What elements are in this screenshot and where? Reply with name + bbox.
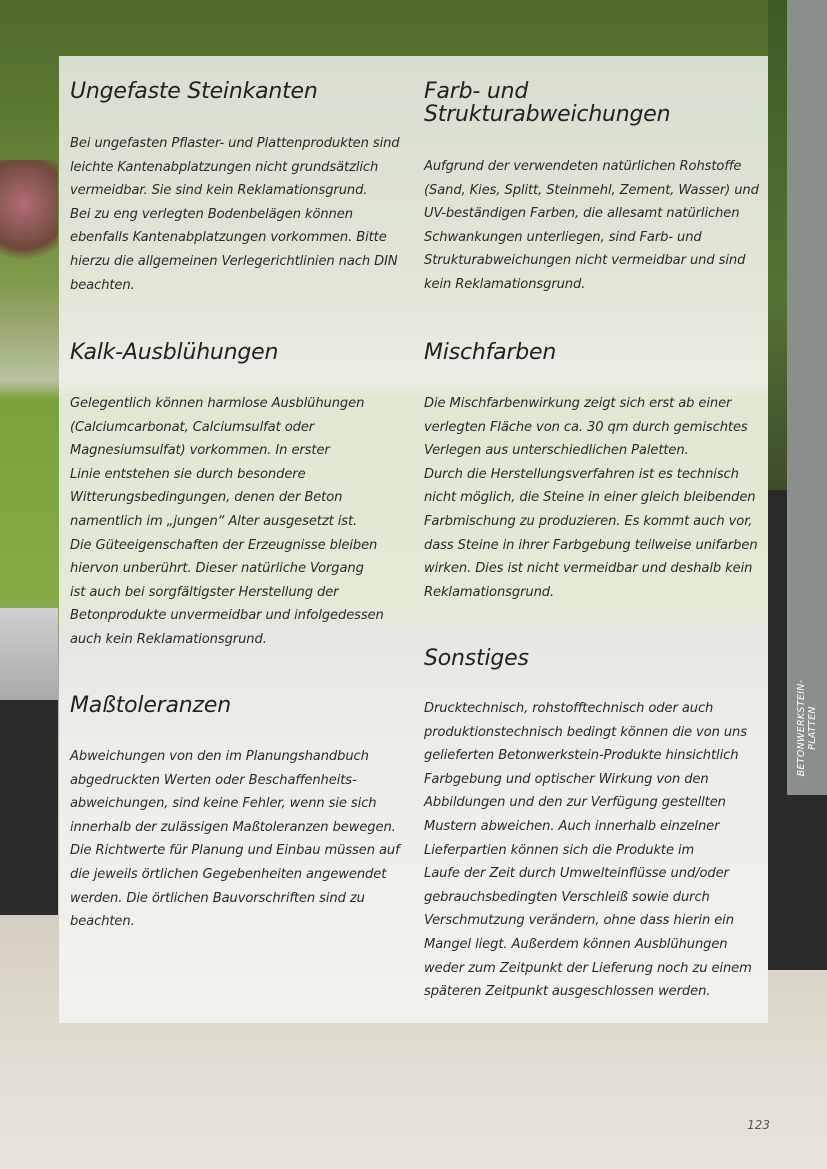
section-body: Bei ungefasten Pflaster- und Plattenprodukten sind leichte Kantenabplatzungen nicht grundsätzlich vermeidbar. Sie sind kein Reklamationsgrund. Bei zu eng verlegten Bodenbelägen können ebenfalls Kantenabplatzungen vorkommen. Bitte hierzu die allgemeinen Verlegerichtlinien nach DIN beachten.: [70, 136, 400, 293]
section-body: Drucktechnisch, rohstofftechnisch oder auch produktionstechnisch bedingt können die von uns gelieferten Betonwerkstein-Produkte hinsichtlich Farbgebung und optischer Wirkung von den Abbildungen und den zur Verfügung gestellten Mustern abweichen. Auch innerhalb einzelner Lieferpartien können sich die Produkte im Laufe der Zeit durch Umwelteinflüsse und/oder gebrauchsbedingten Verschleiß sowie durch Verschmutzung verändern, ohne dass hierin ein Mangel liegt. Außerdem können Ausblühungen weder zum Zeitpunkt der Lieferung noch zu einem späteren Zeitpunkt ausgeschlossen werden.: [424, 701, 752, 1000]
section-misch: [424, 341, 769, 604]
section-body: Gelegentlich können harmlose Ausblühungen (Calciumcarbonat, Calciumsulfat oder Magnesiumsulfat) vorkommen. In erster Linie entstehen sie durch besondere Witterungsbedingungen, denen der Beton namentlich im „jungen“ Alter ausgesetzt ist. Die Güteeigenschaften der Erzeugnisse bleiben hiervon unberührt. Dieser natürliche Vorgang ist auch bei sorgfältigster Herstellung der Betonprodukte unvermeidbar und infolgedessen auch kein Reklamationsgrund.: [70, 396, 384, 647]
section-body: Aufgrund der verwendeten natürlichen Rohstoffe (Sand, Kies, Splitt, Steinmehl, Zement, Wasser) und UV-beständigen Farben, die allesamt natürlichen Schwankungen unterliegen, sind Farb- und Strukturabweichungen nicht vermeidbar und sind kein Reklamationsgrund.: [424, 159, 759, 292]
side-tab-label: [787, 660, 827, 795]
side-tab-line2: PLATTEN: [807, 705, 818, 750]
section-body: Die Mischfarbenwirkung zeigt sich erst ab einer verlegten Fläche von ca. 30 qm durch gemischtes Verlegen aus unterschiedlichen Paletten. Durch die Herstellungsverfahren ist es technisch nicht möglich, die Steine in einer gleich bleibenden Farbmischung zu produzieren. Es kommt auch vor, dass Steine in ihrer Farbgebung teilweise unifarben wirken. Dies ist nicht vermeidbar und deshalb kein Reklamationsgrund.: [424, 396, 758, 600]
side-tab-line1: BETONWERKSTEIN-: [796, 679, 807, 776]
section-title: Maßtoleranzen: [70, 693, 231, 718]
section-title-line1: Farb- und: [424, 79, 529, 104]
background-stone-cap: [0, 608, 58, 703]
section-sonstiges: [424, 647, 769, 1004]
section-body: Abweichungen von den im Planungshandbuch abgedruckten Werten oder Beschaffenheits- abweichungen, sind keine Fehler, wenn sie sich innerhalb der zulässigen Maßtoleranzen bewegen. Die Richtwerte für Planung und Einbau müssen auf die jeweils örtlichen Gegebenheiten angewendet werden. Die örtlichen Bauvorschriften sind zu beachten.: [70, 749, 400, 930]
section-steinkanten: [70, 80, 410, 297]
section-title: Sonstiges: [424, 646, 529, 671]
section-farb: [424, 80, 769, 297]
section-mass: [70, 694, 410, 934]
page-number: 123: [747, 1118, 770, 1132]
background-stone-block: [0, 700, 58, 915]
section-title-line2: Strukturabweichungen: [424, 102, 671, 127]
section-title: Kalk-Ausblühungen: [70, 340, 279, 365]
section-kalk: [70, 341, 410, 652]
background-flowers: [0, 160, 58, 270]
section-title: Mischfarben: [424, 340, 557, 365]
section-title: Ungefaste Steinkanten: [70, 79, 318, 104]
